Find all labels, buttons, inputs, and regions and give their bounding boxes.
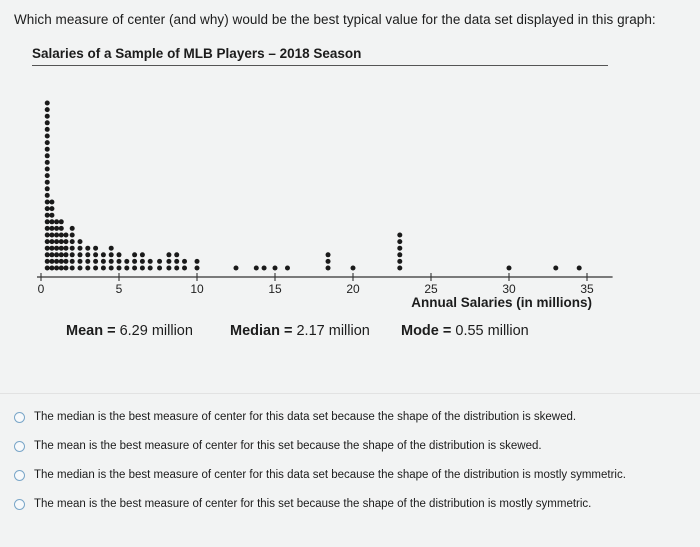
median-stat (230, 323, 370, 339)
data-dot (157, 266, 162, 271)
data-dot (78, 259, 83, 264)
median-label: Median = (230, 323, 297, 339)
data-dot (49, 252, 54, 257)
data-dot (85, 252, 90, 257)
data-dot (59, 239, 64, 244)
data-dot (174, 266, 179, 271)
data-dot (166, 259, 171, 264)
chart-title: Salaries of a Sample of MLB Players – 2018 Season (32, 46, 362, 61)
data-dot (45, 200, 50, 205)
median-value: 2.17 million (296, 323, 370, 339)
data-dot (45, 266, 50, 271)
data-dot (132, 252, 137, 257)
data-dot (351, 266, 356, 271)
data-dot (182, 259, 187, 264)
data-dot (78, 266, 83, 271)
data-dot (397, 259, 402, 264)
data-dot (553, 266, 558, 271)
mean-stat (66, 323, 193, 339)
data-dot (45, 259, 50, 264)
radio-button[interactable] (14, 470, 25, 481)
radio-button[interactable] (14, 412, 25, 423)
data-dot (262, 266, 267, 271)
option-label: The mean is the best measure of center for this set because the shape of the distribution is skewed. (34, 440, 542, 452)
x-tick-label: 20 (346, 282, 360, 296)
option-1[interactable] (14, 411, 576, 423)
data-dot (45, 153, 50, 158)
data-dot (54, 219, 59, 224)
data-dot (45, 147, 50, 152)
data-dot (45, 107, 50, 112)
data-dot (45, 206, 50, 211)
data-dot (140, 252, 145, 257)
data-dot (195, 266, 200, 271)
data-dot (101, 252, 106, 257)
data-dot (45, 140, 50, 145)
data-dot (45, 233, 50, 238)
option-2[interactable] (14, 440, 542, 452)
data-dot (109, 266, 114, 271)
data-dot (166, 266, 171, 271)
data-dot (45, 219, 50, 224)
x-tick-label: 5 (115, 282, 123, 296)
option-label: The median is the best measure of center for this data set because the shape of the distribution is mostly symmetric. (34, 469, 626, 481)
data-dot (45, 120, 50, 125)
data-dot (85, 259, 90, 264)
data-dot (174, 259, 179, 264)
data-dot (70, 239, 75, 244)
x-tick-label: 0 (37, 282, 45, 296)
data-dot (45, 246, 50, 251)
data-dot (166, 252, 171, 257)
data-dot (174, 252, 179, 257)
x-tick-label: 25 (424, 282, 438, 296)
data-dot (132, 266, 137, 271)
data-dot (45, 226, 50, 231)
data-dot (63, 233, 68, 238)
data-dot (78, 246, 83, 251)
data-dot (85, 246, 90, 251)
x-tick-label: 15 (268, 282, 282, 296)
data-dot (45, 252, 50, 257)
data-dot (397, 252, 402, 257)
data-dot (63, 252, 68, 257)
data-dot (45, 101, 50, 106)
data-dot (49, 213, 54, 218)
data-dot (254, 266, 259, 271)
data-dot (273, 266, 278, 271)
data-dot (93, 266, 98, 271)
option-3[interactable] (14, 469, 626, 481)
data-dot (49, 226, 54, 231)
data-dot (59, 259, 64, 264)
data-dot (157, 259, 162, 264)
data-dot (85, 266, 90, 271)
data-dot (59, 252, 64, 257)
data-dot (49, 200, 54, 205)
data-dot (93, 252, 98, 257)
data-dot (49, 266, 54, 271)
data-dot (117, 259, 122, 264)
data-dot (54, 239, 59, 244)
option-label: The mean is the best measure of center for this set because the shape of the distribution is mostly symmetric. (34, 498, 592, 510)
data-dot (59, 246, 64, 251)
data-dot (101, 259, 106, 264)
data-dot (93, 259, 98, 264)
data-dot (59, 226, 64, 231)
mode-stat (401, 323, 529, 339)
data-dot (117, 252, 122, 257)
data-dot (70, 252, 75, 257)
data-dot (49, 239, 54, 244)
x-tick-label: 35 (580, 282, 594, 296)
data-dot (397, 233, 402, 238)
data-dot (49, 246, 54, 251)
data-dot (49, 219, 54, 224)
data-dot (70, 246, 75, 251)
data-dot (285, 266, 290, 271)
data-dot (45, 167, 50, 172)
data-dot (182, 266, 187, 271)
x-tick-label: 10 (190, 282, 204, 296)
data-dot (49, 259, 54, 264)
data-dot (70, 233, 75, 238)
section-divider (0, 393, 700, 394)
data-dot (124, 266, 129, 271)
data-dot (45, 114, 50, 119)
data-dot (45, 186, 50, 191)
data-dot (63, 259, 68, 264)
data-dot (45, 160, 50, 165)
data-dot (70, 259, 75, 264)
data-dot (45, 127, 50, 132)
data-dot (70, 266, 75, 271)
data-dot (63, 266, 68, 271)
data-dot (109, 246, 114, 251)
data-dot (109, 252, 114, 257)
data-dot (49, 206, 54, 211)
data-dot (54, 266, 59, 271)
radio-button[interactable] (14, 499, 25, 510)
data-dot (59, 266, 64, 271)
data-dot (234, 266, 239, 271)
dot-layer (45, 101, 582, 271)
mean-label: Mean = (66, 323, 120, 339)
data-dot (124, 259, 129, 264)
data-dot (45, 134, 50, 139)
x-tick-label: 30 (502, 282, 516, 296)
data-dot (93, 246, 98, 251)
data-dot (49, 233, 54, 238)
data-dot (70, 226, 75, 231)
data-dot (54, 252, 59, 257)
x-axis-label: Annual Salaries (in millions) (411, 295, 592, 310)
question-text: Which measure of center (and why) would be the best typical value for the data set displayed in this graph: (14, 12, 656, 27)
data-dot (45, 213, 50, 218)
data-dot (148, 266, 153, 271)
mean-value: 6.29 million (119, 323, 193, 339)
data-dot (54, 226, 59, 231)
option-4[interactable] (14, 498, 591, 510)
data-dot (78, 252, 83, 257)
data-dot (117, 266, 122, 271)
data-dot (326, 259, 331, 264)
data-dot (148, 259, 153, 264)
mode-value: 0.55 million (455, 323, 529, 339)
data-dot (577, 266, 582, 271)
data-dot (54, 233, 59, 238)
data-dot (45, 180, 50, 185)
data-dot (397, 246, 402, 251)
data-dot (326, 252, 331, 257)
data-dot (45, 239, 50, 244)
mode-label: Mode = (401, 323, 456, 339)
data-dot (63, 239, 68, 244)
data-dot (109, 259, 114, 264)
radio-button[interactable] (14, 441, 25, 452)
data-dot (54, 259, 59, 264)
data-dot (63, 246, 68, 251)
data-dot (78, 239, 83, 244)
data-dot (59, 233, 64, 238)
data-dot (326, 266, 331, 271)
option-label: The median is the best measure of center for this data set because the shape of the distribution is skewed. (34, 411, 577, 423)
data-dot (140, 266, 145, 271)
data-dot (195, 259, 200, 264)
data-dot (59, 219, 64, 224)
data-dot (397, 266, 402, 271)
data-dot (45, 193, 50, 198)
data-dot (54, 246, 59, 251)
data-dot (45, 173, 50, 178)
data-dot (132, 259, 137, 264)
data-dot (140, 259, 145, 264)
data-dot (507, 266, 512, 271)
data-dot (101, 266, 106, 271)
data-dot (397, 239, 402, 244)
